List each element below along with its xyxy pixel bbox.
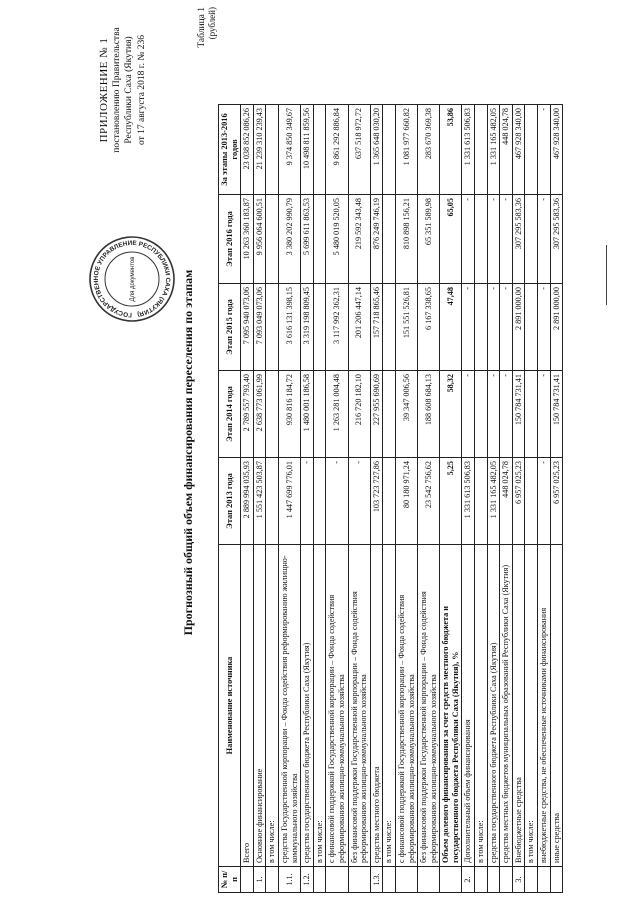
cell-2015: -	[462, 284, 475, 371]
cell-2015: 2 891 000,00	[512, 284, 525, 371]
row-source-name: средства государственного бюджета Республики Саха (Якутия)	[301, 545, 314, 867]
cell-total: 1 365 648 030,20	[370, 105, 383, 195]
cell-2016: 5 699 611 863,53	[301, 195, 314, 284]
cell-2015: -	[500, 284, 513, 371]
cell-2013	[266, 458, 279, 545]
table-row	[266, 105, 279, 893]
table-row	[348, 105, 370, 893]
cell-2014: 2 638 773 061,99	[253, 371, 266, 458]
cell-2015: 47,48	[440, 284, 462, 371]
table-row	[525, 105, 538, 893]
cell-2015: -	[538, 284, 551, 371]
cell-2016	[525, 195, 538, 284]
cell-2013	[313, 458, 326, 545]
cell-2014	[313, 371, 326, 458]
header-number: № п/п	[219, 867, 241, 893]
header-source-name: Наименование источника	[219, 545, 241, 867]
cell-total: 10 498 811 859,56	[301, 105, 314, 195]
cell-total: 283 670 369,38	[418, 105, 440, 195]
cell-2014: 150 784 731,41	[550, 371, 563, 458]
cell-2016	[475, 195, 488, 284]
divider-line	[606, 245, 607, 305]
table-header-row	[219, 105, 241, 893]
table-row	[512, 105, 525, 893]
cell-total: 467 928 340,00	[512, 105, 525, 195]
row-number: 1.2.	[301, 867, 314, 893]
table-row	[326, 105, 348, 893]
row-number	[326, 867, 348, 893]
appendix-title: ПРИЛОЖЕНИЕ № 1	[98, 37, 110, 143]
table-unit: (рублей)	[207, 7, 217, 40]
table-row	[500, 105, 513, 893]
row-source-name: Объем долевого финансирования за счет средств местного бюджета и государственного бюджета Республики Саха (Якутия), %	[440, 545, 462, 867]
cell-2016	[266, 195, 279, 284]
cell-2013: 23 542 756,62	[418, 458, 440, 545]
appendix-block	[98, 5, 148, 175]
row-number: 1.3.	[370, 867, 383, 893]
official-seal	[88, 235, 176, 323]
seal-center-text: Для документов	[130, 256, 136, 302]
appendix-line-1: постановлению Правительства	[111, 27, 122, 153]
cell-2014: 1 480 001 186,58	[301, 371, 314, 458]
cell-2014: -	[500, 371, 513, 458]
cell-2013: 80 180 971,24	[395, 458, 417, 545]
table-row	[383, 105, 396, 893]
cell-2014	[383, 371, 396, 458]
cell-2013: 6 957 025,23	[512, 458, 525, 545]
row-number: 1.	[253, 867, 266, 893]
cell-2016: 9 956 064 600,51	[253, 195, 266, 284]
cell-2016: -	[487, 195, 500, 284]
row-number	[418, 867, 440, 893]
cell-2016: 65 351 589,98	[418, 195, 440, 284]
row-number	[383, 867, 396, 893]
row-number	[440, 867, 462, 893]
cell-2016: 10 263 360 183,87	[241, 195, 254, 284]
cell-2013: -	[326, 458, 348, 545]
cell-2013: 448 024,78	[500, 458, 513, 545]
table-row	[440, 105, 462, 893]
cell-total: 21 239 310 239,43	[253, 105, 266, 195]
cell-total	[383, 105, 396, 195]
cell-total: -	[538, 105, 551, 195]
cell-total: 23 038 852 086,26	[241, 105, 254, 195]
cell-2013: 1 447 699 776,01	[278, 458, 300, 545]
table-row	[370, 105, 383, 893]
cell-2013: 2 889 994 035,93	[241, 458, 254, 545]
cell-2015: 7 095 940 073,06	[241, 284, 254, 371]
row-source-name: внебюджетные средства, не обеспеченные источниками финансирования	[538, 545, 551, 867]
table-row	[278, 105, 300, 893]
cell-2014: 216 720 182,10	[348, 371, 370, 458]
row-number: 2.	[462, 867, 475, 893]
row-number	[313, 867, 326, 893]
cell-2014: 150 784 731,41	[512, 371, 525, 458]
cell-2016: 3 380 202 990,79	[278, 195, 300, 284]
cell-2016: 219 592 343,48	[348, 195, 370, 284]
cell-2014: -	[538, 371, 551, 458]
cell-2016: 876 249 746,19	[370, 195, 383, 284]
cell-2014	[266, 371, 279, 458]
row-number: 1.1.	[278, 867, 300, 893]
cell-total: 53,86	[440, 105, 462, 195]
cell-2013: 5,25	[440, 458, 462, 545]
row-source-name: с финансовой поддержкой Государственной корпорации – Фонда содействия реформированию жилищно-коммунального хозяйства	[326, 545, 348, 867]
row-number: 3.	[512, 867, 525, 893]
cell-2013: 6 957 025,23	[550, 458, 563, 545]
cell-2014: 1 263 281 004,48	[326, 371, 348, 458]
cell-total: 637 518 972,72	[348, 105, 370, 195]
header-stage-2015: Этап 2015 года	[219, 284, 241, 371]
row-source-name: средства Государственной корпорации – Фонда содействия реформированию жилищно-коммунального хозяйства	[278, 545, 300, 867]
cell-2016: -	[538, 195, 551, 284]
row-source-name: в том числе:	[313, 545, 326, 867]
cell-2016: 5 480 019 520,05	[326, 195, 348, 284]
cell-2014: 188 608 684,13	[418, 371, 440, 458]
cell-total: 1 331 165 482,05	[487, 105, 500, 195]
row-source-name: в том числе:	[475, 545, 488, 867]
header-stage-2014: Этап 2014 года	[219, 371, 241, 458]
cell-2016: -	[500, 195, 513, 284]
cell-2016: 65,05	[440, 195, 462, 284]
cell-2014	[525, 371, 538, 458]
table-row	[487, 105, 500, 893]
cell-2015	[525, 284, 538, 371]
row-number	[525, 867, 538, 893]
cell-total	[313, 105, 326, 195]
table-row	[462, 105, 475, 893]
cell-2015: 201 206 447,14	[348, 284, 370, 371]
table-row	[550, 105, 563, 893]
cell-2016: 307 295 583,36	[512, 195, 525, 284]
cell-total: 9 374 850 349,67	[278, 105, 300, 195]
row-source-name: Дополнительный объем финансирования	[462, 545, 475, 867]
cell-2014: 39 347 006,56	[395, 371, 417, 458]
row-source-name: в том числе:	[525, 545, 538, 867]
cell-2015	[475, 284, 488, 371]
row-number	[266, 867, 279, 893]
cell-2013	[525, 458, 538, 545]
cell-2015: 7 093 049 073,06	[253, 284, 266, 371]
row-source-name: Внебюджетные средства	[512, 545, 525, 867]
row-number	[487, 867, 500, 893]
cell-2015: 151 551 526,81	[395, 284, 417, 371]
cell-2013: -	[301, 458, 314, 545]
cell-2014: 58,32	[440, 371, 462, 458]
cell-2013: 1 331 165 482,05	[487, 458, 500, 545]
cell-2015: 2 891 000,00	[550, 284, 563, 371]
row-source-name: Всего	[241, 545, 254, 867]
cell-2014: 930 816 184,72	[278, 371, 300, 458]
table-row	[241, 105, 254, 893]
cell-total: 9 861 292 886,84	[326, 105, 348, 195]
table-row	[253, 105, 266, 893]
cell-2013: 1 551 423 503,87	[253, 458, 266, 545]
header-stage-2013: Этап 2013 года	[219, 458, 241, 545]
table-row	[418, 105, 440, 893]
appendix-line-3: от 17 августа 2018 г. № 236	[136, 34, 147, 146]
header-stage-2016: Этап 2016 года	[219, 195, 241, 284]
cell-total: 1 081 977 660,82	[395, 105, 417, 195]
cell-2014: 2 789 557 793,40	[241, 371, 254, 458]
cell-total	[475, 105, 488, 195]
row-number	[348, 867, 370, 893]
cell-total: 448 024,78	[500, 105, 513, 195]
cell-2015: 3 319 198 809,45	[301, 284, 314, 371]
cell-2015	[313, 284, 326, 371]
table-label: Таблица 1	[197, 7, 207, 48]
row-source-name: средства местного бюджета	[370, 545, 383, 867]
cell-2014: 227 955 690,69	[370, 371, 383, 458]
row-source-name: средства государственного бюджета Республики Саха (Якутия)	[487, 545, 500, 867]
table-row	[313, 105, 326, 893]
cell-total	[266, 105, 279, 195]
cell-2014: -	[487, 371, 500, 458]
cell-2016: 810 898 156,21	[395, 195, 417, 284]
cell-2016: -	[462, 195, 475, 284]
seal-ring-text: ГОСУДАРСТВЕННОЕ УПРАВЛЕНИЕ РЕСПУБЛИКИ САХА (ЯКУТИЯ)	[92, 239, 172, 319]
row-source-name: средства местных бюджетов муниципальных образований Республики Саха (Якутия)	[500, 545, 513, 867]
row-number	[500, 867, 513, 893]
cell-2013: -	[348, 458, 370, 545]
row-source-name: иные средства	[550, 545, 563, 867]
table-row	[301, 105, 314, 893]
row-source-name: Основное финансирование	[253, 545, 266, 867]
cell-total	[525, 105, 538, 195]
row-number	[241, 867, 254, 893]
cell-total: 1 331 613 506,83	[462, 105, 475, 195]
cell-total: 467 928 340,00	[550, 105, 563, 195]
cell-2015	[383, 284, 396, 371]
row-source-name: в том числе:	[383, 545, 396, 867]
appendix-line-2: Республики Саха (Якутия)	[124, 36, 134, 144]
cell-2013	[383, 458, 396, 545]
row-number	[538, 867, 551, 893]
cell-2015: 3 117 992 362,31	[326, 284, 348, 371]
row-number	[550, 867, 563, 893]
cell-2013: 103 723 727,86	[370, 458, 383, 545]
row-source-name: в том числе:	[266, 545, 279, 867]
cell-2016	[383, 195, 396, 284]
document-title: Прогнозный общий объем финансирования переселения по этапам	[181, 269, 195, 636]
cell-2014: -	[462, 371, 475, 458]
row-source-name: без финансовой поддержки Государственной корпорации – Фонда содействия реформированию жилищно-коммунального хозяйства	[348, 545, 370, 867]
cell-2013	[475, 458, 488, 545]
cell-2013: 1 331 613 506,83	[462, 458, 475, 545]
cell-2016	[313, 195, 326, 284]
cell-2013: -	[538, 458, 551, 545]
financing-table	[218, 104, 563, 893]
row-source-name: с финансовой поддержкой Государственной корпорации – Фонда содействия реформированию жилищно-коммунального хозяйства	[395, 545, 417, 867]
row-number	[395, 867, 417, 893]
cell-2015: -	[487, 284, 500, 371]
table-row	[395, 105, 417, 893]
cell-2016: 307 295 583,36	[550, 195, 563, 284]
cell-2015: 3 616 131 398,15	[278, 284, 300, 371]
cell-2014	[475, 371, 488, 458]
cell-2015: 6 167 338,65	[418, 284, 440, 371]
header-total: За этапы 2013-2016 годов	[219, 105, 241, 195]
row-number	[475, 867, 488, 893]
row-source-name: без финансовой поддержки Государственной корпорации – Фонда содействия реформированию жилищно-коммунального хозяйства	[418, 545, 440, 867]
cell-2015	[266, 284, 279, 371]
table-row	[475, 105, 488, 893]
table-row	[538, 105, 551, 893]
cell-2015: 157 718 865,46	[370, 284, 383, 371]
